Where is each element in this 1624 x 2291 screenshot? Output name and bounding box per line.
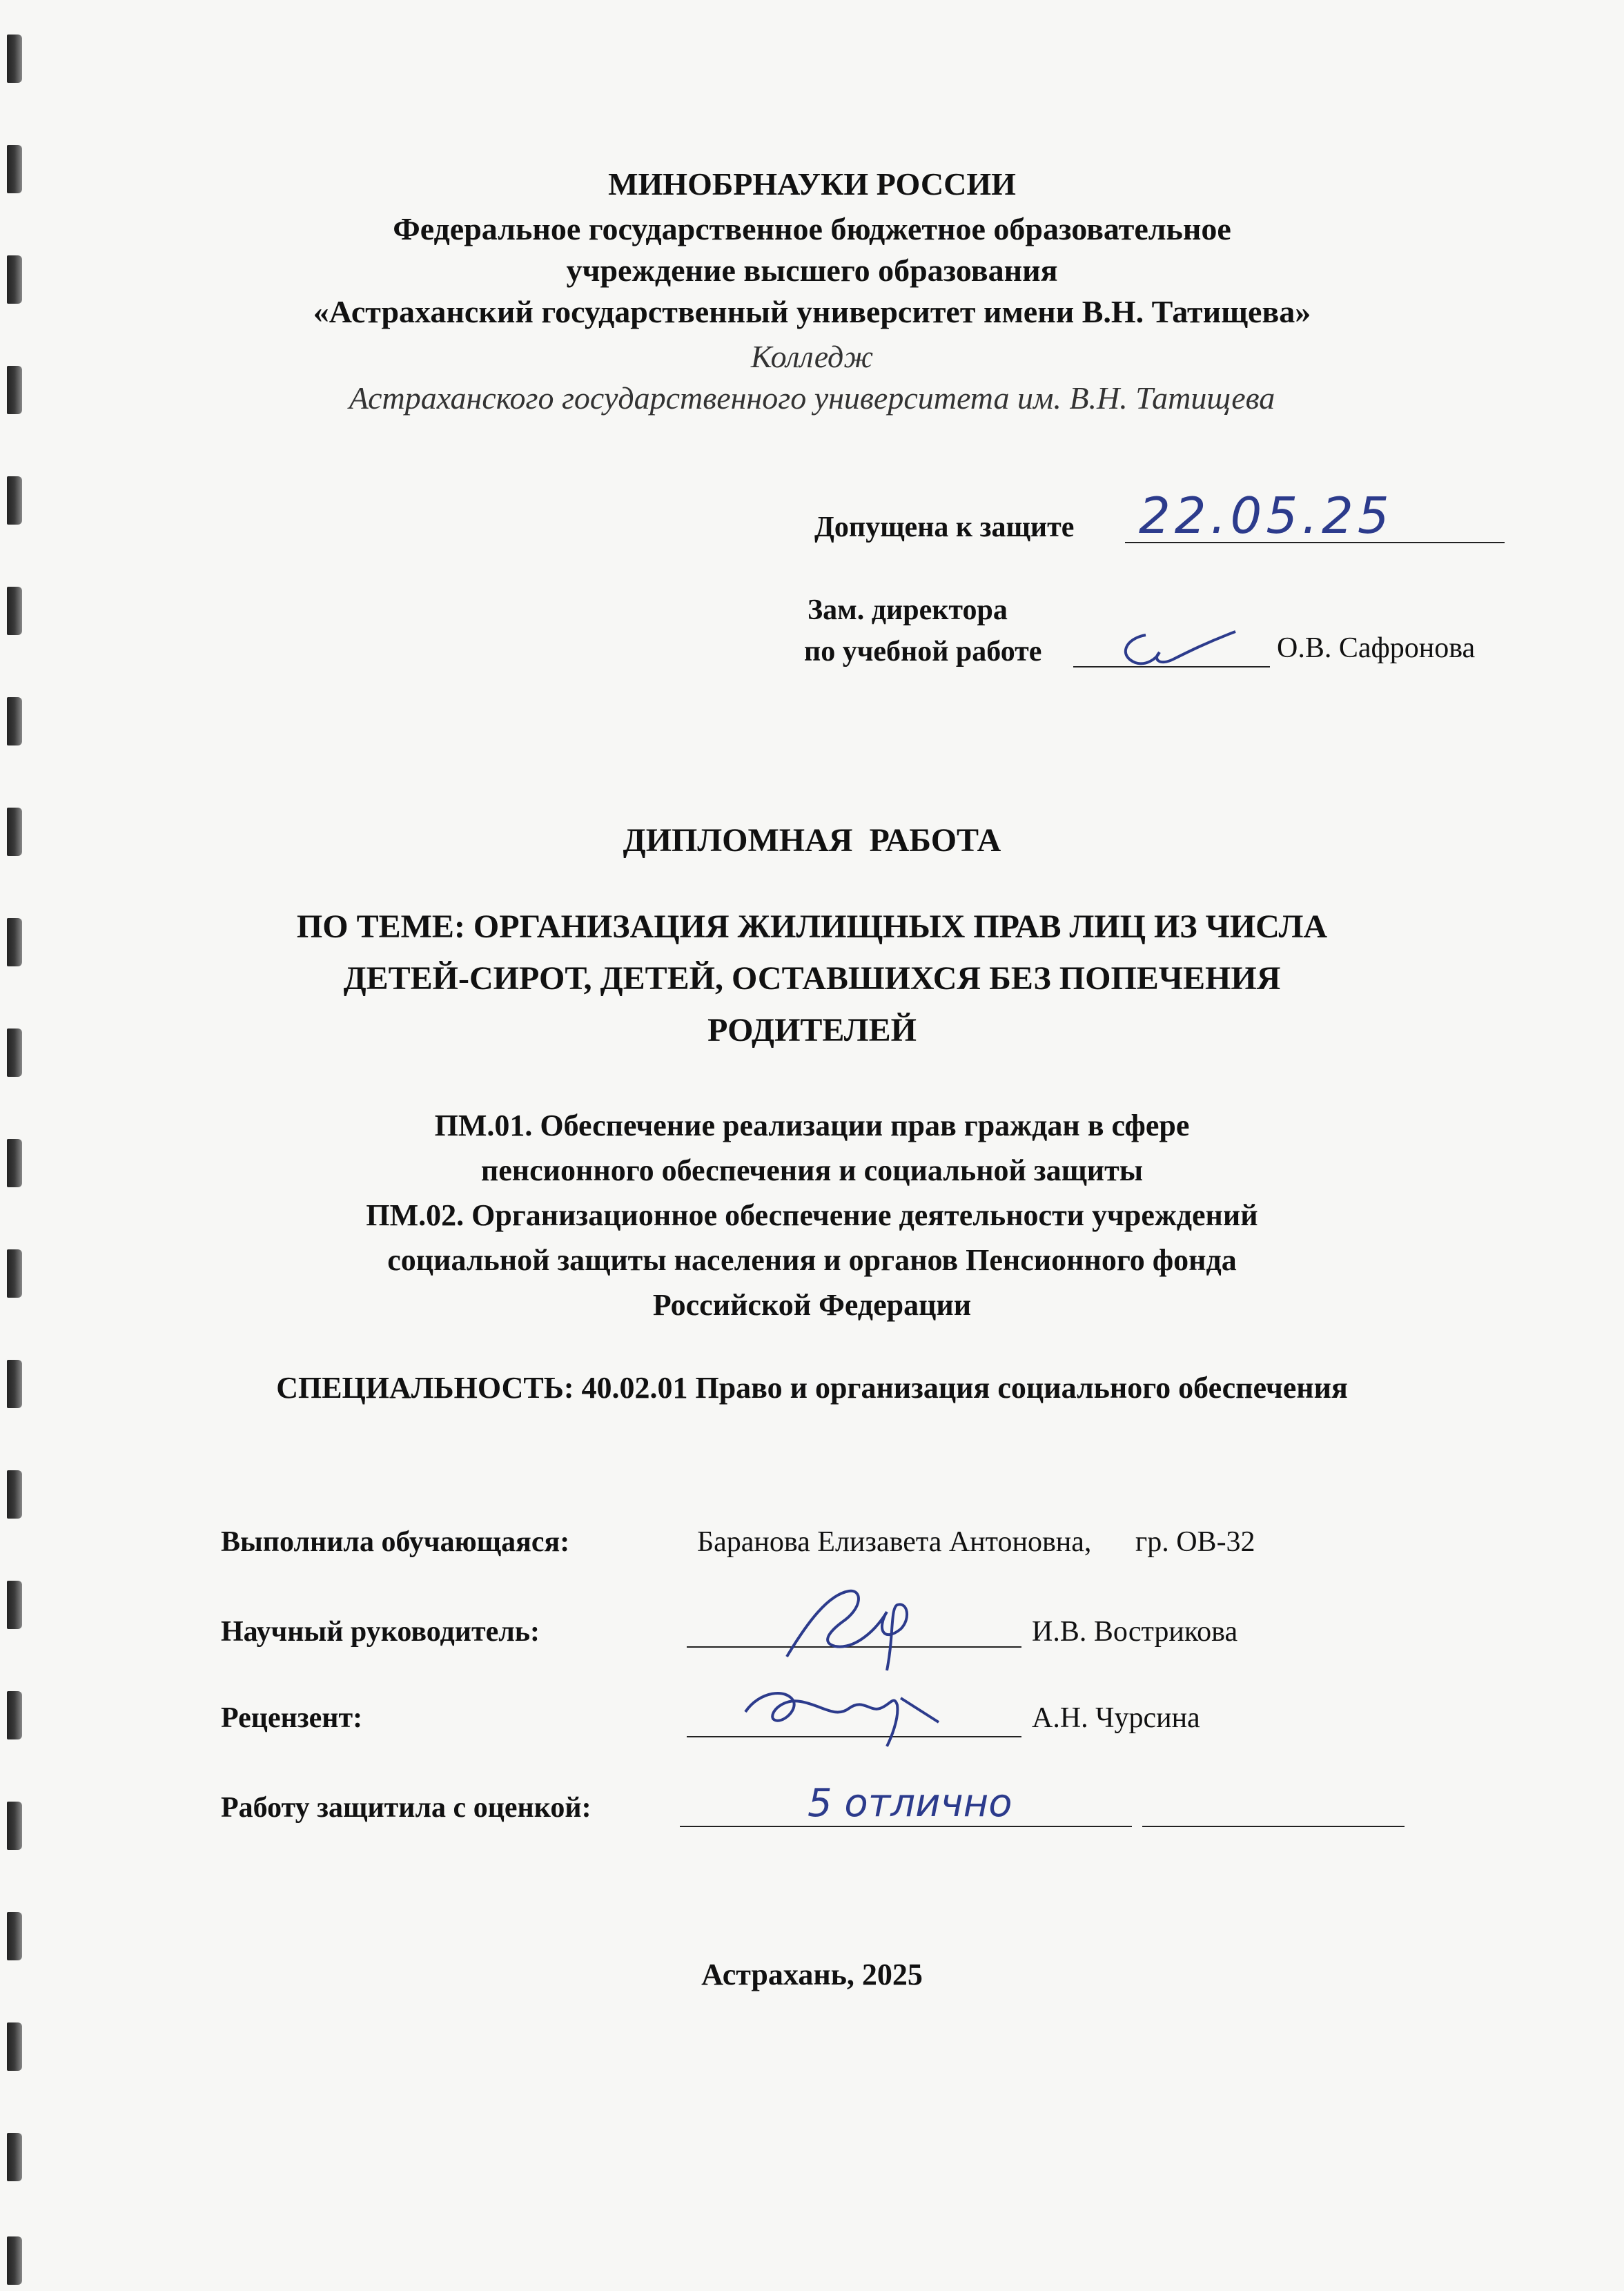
- deputy-title-line-2: по учебной работе: [804, 636, 1042, 667]
- ministry-heading: МИНОБРНАУКИ РОССИИ: [608, 166, 1016, 202]
- topic-line-1: ПО ТЕМЕ: ОРГАНИЗАЦИЯ ЖИЛИЩНЫХ ПРАВ ЛИЦ ИЗ ЧИСЛА: [296, 908, 1328, 945]
- author-name: Баранова Елизавета Антоновна,: [697, 1526, 1092, 1558]
- reviewer-signature-icon: [732, 1670, 952, 1753]
- college-line-2: Астраханского государственного университета им. В.Н. Татищева: [349, 380, 1275, 416]
- grade-line: [680, 1826, 1132, 1827]
- reviewer-label: Рецензент:: [221, 1702, 363, 1734]
- admitted-label: Допущена к защите: [814, 511, 1075, 543]
- deputy-name: О.В. Сафронова: [1277, 632, 1476, 664]
- topic-line-3: РОДИТЕЛЕЙ: [707, 1012, 917, 1049]
- author-label: Выполнила обучающаяся:: [221, 1526, 570, 1558]
- pm02-line-3: Российской Федерации: [652, 1288, 972, 1322]
- institution-line-1: Федеральное государственное бюджетное образовательное: [393, 211, 1231, 246]
- admitted-date-handwritten: 22.05.25: [1139, 487, 1393, 545]
- work-type-heading: ДИПЛОМНАЯ РАБОТА: [623, 822, 1001, 859]
- grade-handwritten: 5 отлично: [808, 1781, 1012, 1826]
- deputy-title-line-1: Зам. директора: [808, 594, 1008, 626]
- supervisor-label: Научный руководитель:: [221, 1616, 540, 1648]
- college-line-1: Колледж: [750, 339, 874, 374]
- topic-line-2: ДЕТЕЙ-СИРОТ, ДЕТЕЙ, ОСТАВШИХСЯ БЕЗ ПОПЕЧЕНИЯ: [343, 960, 1281, 997]
- supervisor-name: И.В. Вострикова: [1032, 1616, 1238, 1648]
- city-year: Астрахань, 2025: [701, 1958, 923, 1991]
- deputy-signature-icon: [1104, 621, 1256, 676]
- specialty: СПЕЦИАЛЬНОСТЬ: 40.02.01 Право и организация социального обеспечения: [276, 1371, 1348, 1405]
- grade-date-line: [1142, 1826, 1405, 1827]
- pm01-line-2: пенсионного обеспечения и социальной защиты: [480, 1153, 1144, 1187]
- grade-label: Работу защитила с оценкой:: [221, 1792, 591, 1824]
- pm02-line-1: ПМ.02. Организационное обеспечение деятельности учреждений: [366, 1198, 1258, 1232]
- supervisor-signature-icon: [766, 1581, 946, 1684]
- pm01-line-1: ПМ.01. Обеспечение реализации прав граждан в сфере: [434, 1109, 1190, 1142]
- university-name: «Астраханский государственный университет имени В.Н. Татищева»: [313, 294, 1311, 329]
- author-group: гр. ОВ-32: [1135, 1526, 1255, 1558]
- institution-line-2: учреждение высшего образования: [566, 253, 1058, 288]
- pm02-line-2: социальной защиты населения и органов Пенсионного фонда: [387, 1243, 1237, 1277]
- reviewer-name: А.Н. Чурсина: [1032, 1702, 1200, 1734]
